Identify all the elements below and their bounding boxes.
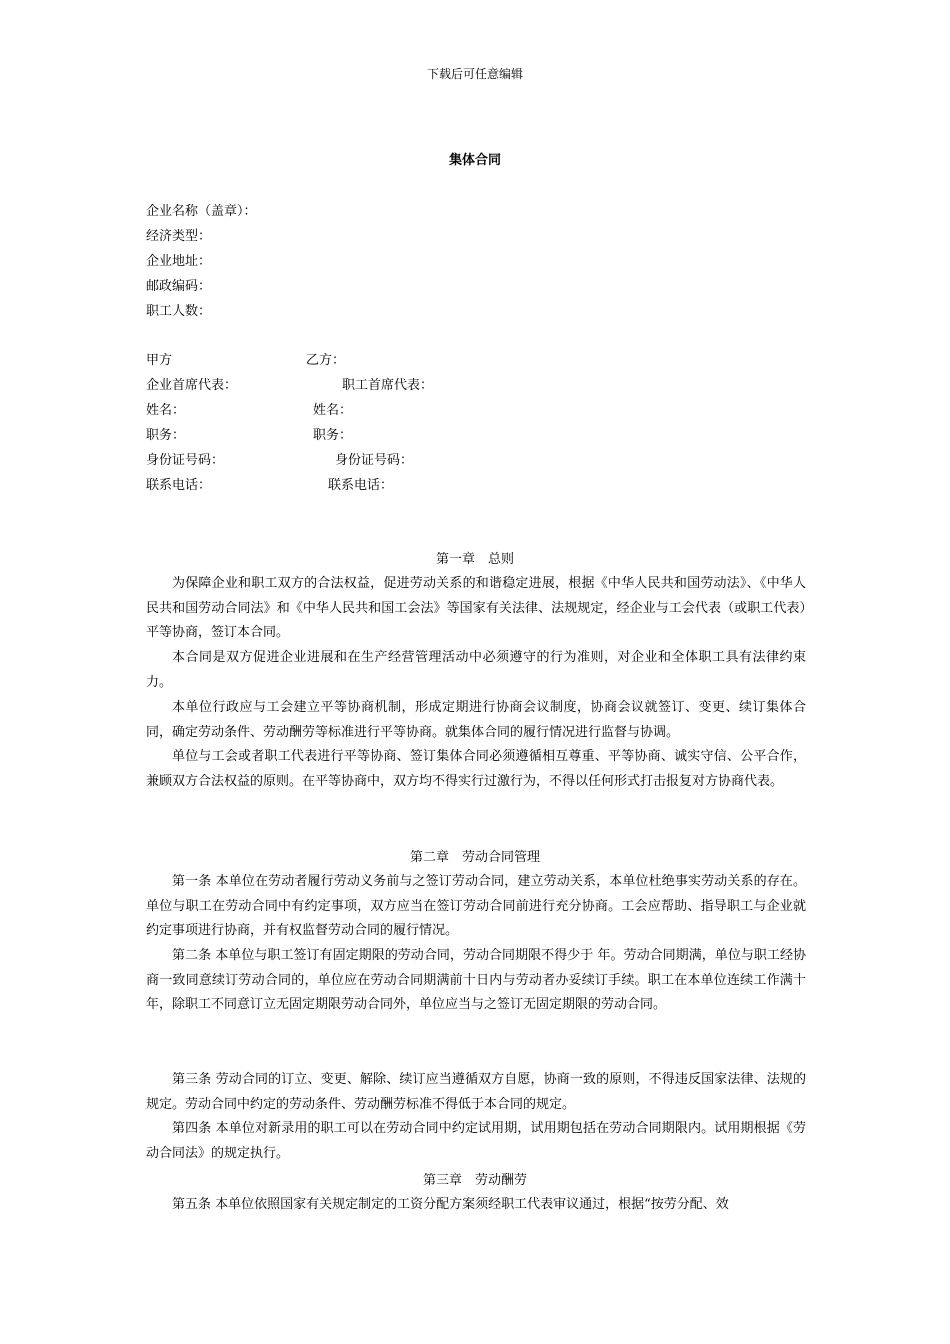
chapter-1-paragraph: 本单位行政应与工会建立平等协商机制，形成定期进行协商会议制度，协商会议就签订、变更、续订集体合同，确定劳动条件、劳动酬劳等标准进行平等协商。就集体合同的履行情况进行监督与协调。 <box>146 700 806 740</box>
employee-count-field: 职工人数： <box>146 304 212 319</box>
party-b-label: 乙方： <box>306 353 346 368</box>
party-b-phone-label: 联系电话： <box>328 478 394 493</box>
id-number-row <box>146 452 414 470</box>
chapter-1-paragraph: 为保障企业和职工双方的合法权益，促进劳动关系的和谐稳定进展，根据《中华人民共和国劳动法》、《中华人民共和国劳动合同法》和《中华人民共和国工会法》等国家有关法律、法规规定，经企业与工会代表（或职工代表）平等协商，签订本合同。 <box>146 576 806 641</box>
chapter-2-article: 第四条 本单位对新录用的职工可以在劳动合同中约定试用期，试用期包括在劳动合同期限内。试用期根据《劳动合同法》的规定执行。 <box>146 1121 806 1161</box>
party-b-name-label: 姓名： <box>313 403 353 418</box>
chapter-1-paragraph: 单位与工会或者职工代表进行平等协商、签订集体合同必须遵循相互尊重、平等协商、诚实守信、公平合作，兼顾双方合法权益的原则。在平等协商中，双方均不得实行过激行为，不得以任何形式打击报复对方协商代表。 <box>146 749 806 789</box>
party-a-label: 甲方 <box>146 353 173 368</box>
chapter-2-article: 第二条 本单位与职工签订有固定期限的劳动合同，劳动合同期限不得少于 年。劳动合同期满，单位与职工经协商一致同意续订劳动合同的，单位应在劳动合同期满前十日内与劳动者办妥续订手续。职工在本单位连续工作满十年，除职工不同意订立无固定期限劳动合同外，单位应当与之签订无固定期限的劳动合同。 <box>146 948 806 1013</box>
company-address-field: 企业地址： <box>146 254 212 269</box>
chapter-2-article: 第三条 劳动合同的订立、变更、解除、续订应当遵循双方自愿，协商一致的原则，不得违反国家法律、法规的规定。劳动合同中约定的劳动条件、劳动酬劳标准不得低于本合同的规定。 <box>146 1072 806 1112</box>
economic-type-field: 经济类型： <box>146 229 212 244</box>
party-a-position-label: 职务： <box>146 428 186 443</box>
header-note: 下载后可任意编辑 <box>426 67 523 81</box>
chapter-3-heading: 第三章 劳动酬劳 <box>422 1173 527 1188</box>
position-row <box>146 427 353 445</box>
party-b-id-label: 身份证号码： <box>335 453 414 468</box>
party-a-id-label: 身份证号码： <box>146 453 225 468</box>
chapter-3-article: 第五条 本单位依照国家有关规定制定的工资分配方案须经职工代表审议通过，根据“按劳分配、效 <box>172 1197 729 1212</box>
party-b-position-label: 职务： <box>313 428 353 443</box>
document-title: 集体合同 <box>448 153 501 168</box>
chief-rep-row <box>146 377 434 395</box>
chapter-1-heading: 第一章 总则 <box>435 552 514 567</box>
name-row <box>146 402 353 420</box>
party-a-chief-rep-label: 企业首席代表： <box>146 378 238 393</box>
party-a-name-label: 姓名： <box>146 403 186 418</box>
chapter-2-heading: 第二章 劳动合同管理 <box>409 850 540 865</box>
company-name-field: 企业名称（盖章）： <box>146 204 257 219</box>
party-a-phone-label: 联系电话： <box>146 478 212 493</box>
party-row <box>146 352 346 370</box>
party-b-chief-rep-label: 职工首席代表： <box>342 378 434 393</box>
chapter-1-paragraph: 本合同是双方促进企业进展和在生产经营管理活动中必须遵守的行为准则，对企业和全体职工具有法律约束力。 <box>146 650 806 690</box>
chapter-2-article: 第一条 本单位在劳动者履行劳动义务前与之签订劳动合同，建立劳动关系，本单位杜绝事实劳动关系的存在。单位与职工在劳动合同中有约定事项，双方应当在签订劳动合同前进行充分协商。工会应帮助、指导职工与企业就约定事项进行协商，并有权监督劳动合同的履行情况。 <box>146 874 806 939</box>
postal-code-field: 邮政编码： <box>146 279 212 294</box>
phone-row <box>146 477 394 495</box>
